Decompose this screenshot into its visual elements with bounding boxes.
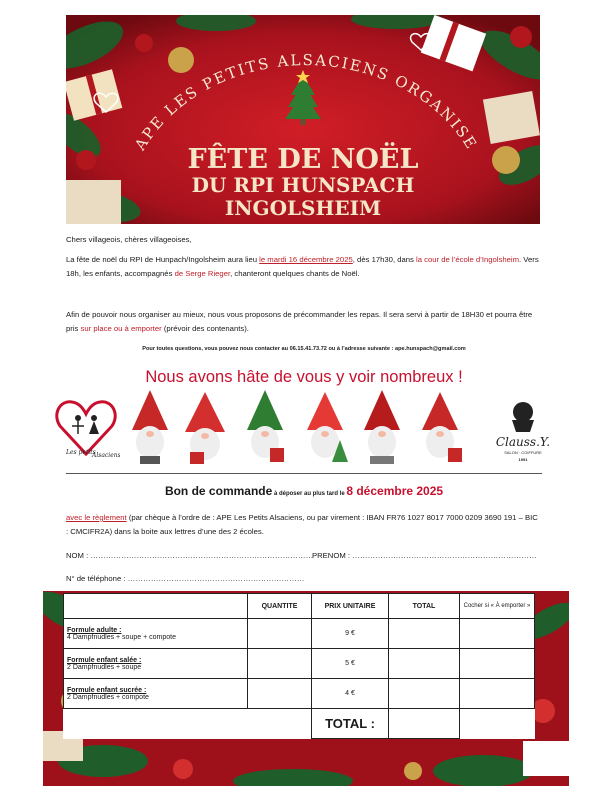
quantity-input[interactable] <box>248 649 312 679</box>
event-date: le mardi 16 décembre 2025 <box>259 255 353 264</box>
p1-text-c: . Vers 18h, les enfants, accompagnés <box>66 255 539 278</box>
p2-text-b: (prévoir des contenants). <box>161 324 249 333</box>
logo-right-year: 1991 <box>518 457 528 462</box>
greeting: Chers villageois, chères villageoises, <box>66 235 192 244</box>
table-row <box>64 649 535 679</box>
line-total[interactable] <box>389 649 460 679</box>
table-row <box>64 679 535 709</box>
p1-text-b: , dès 17h30, dans <box>352 255 417 264</box>
christmas-banner-illustration <box>66 15 540 224</box>
takeaway-checkbox[interactable] <box>460 619 535 649</box>
logo-right-sub: SALON · COIFFURE <box>504 450 542 455</box>
payment-text: (par chèque à l’ordre de : APE Les Petits Alsaciens, ou par virement : IBAN FR76 1027 8017 7000 0209 3690 191 – BIC : CMCIFR2A) dans la boite aux lettres d’une des 2 écoles. <box>66 513 538 536</box>
header-quantity: QUANTITE <box>248 594 312 619</box>
takeaway-checkbox[interactable] <box>460 649 535 679</box>
event-guest: de Serge Rieger <box>174 269 231 278</box>
header-banner <box>66 15 540 224</box>
header-total: TOTAL <box>389 594 460 619</box>
line-total[interactable] <box>389 679 460 709</box>
formula-detail: 2 Dampfnudles + soupe <box>67 663 142 671</box>
les-petits-alsaciens-logo <box>52 394 120 464</box>
header-unit-price: PRIX UNITAIRE <box>312 594 389 619</box>
total-label: TOTAL : <box>312 709 389 739</box>
banner-title-line1: FÊTE DE NOËL <box>187 144 419 175</box>
table-header-row <box>64 594 535 619</box>
header-formula <box>64 594 248 619</box>
formula-detail: 2 Dampfnudles + compote <box>67 693 149 701</box>
p1-text-a: La fête de noël du RPI de Hunpach/Ingolsheim aura lieu <box>66 255 260 264</box>
p2-text-a: Afin de pouvoir nous organiser au mieux, nous vous proposons de précommander les repas. Il sera servi à partir de 18H30 et pourra être pris <box>66 310 533 333</box>
unit-price: 9 € <box>312 619 389 649</box>
header-takeaway: Cocher si « À emporter » <box>460 594 535 619</box>
formula-title: Formule adulte : <box>67 626 122 634</box>
grand-total[interactable] <box>389 709 460 739</box>
line-total[interactable] <box>389 619 460 649</box>
order-table <box>63 593 535 739</box>
banner-title-line2: DU RPI HUNSPACH <box>191 173 415 197</box>
logo-right-name: Clauss.Y. <box>495 435 551 449</box>
order-deposit: à déposer au plus tard le <box>272 491 347 497</box>
unit-price: 4 € <box>312 679 389 709</box>
order-deadline: 8 décembre 2025 <box>346 484 444 498</box>
meal-mode: sur place ou à emporter <box>80 324 162 333</box>
unit-price: 5 € <box>312 649 389 679</box>
logo-left-caption-1: Les petits <box>66 449 96 456</box>
divider <box>66 473 542 474</box>
payment-info <box>66 511 542 539</box>
table-row <box>64 619 535 649</box>
order-title-text: Bon de commande <box>164 484 273 498</box>
formula-title: Formule enfant salée : <box>67 656 142 664</box>
formula-detail: 4 Dampfnudles + soupe + compote <box>67 633 176 641</box>
takeaway-checkbox[interactable] <box>460 679 535 709</box>
paragraph-event <box>66 253 542 281</box>
clauss-y-logo <box>488 398 558 464</box>
quantity-input[interactable] <box>248 619 312 649</box>
name-field[interactable]: NOM : …………………………………………………………………………… <box>66 551 314 560</box>
formula-cell <box>64 619 248 649</box>
banner-arc-text: APE LES PETITS ALSACIENS ORGANISE <box>131 50 481 154</box>
event-place: la cour de l’école d’Ingolsheim <box>416 255 520 264</box>
phone-field[interactable]: N° de téléphone : …………………………………………………………… <box>66 574 305 583</box>
total-row <box>64 709 535 739</box>
slogan: Nous avons hâte de vous y voir nombreux ! <box>145 368 463 386</box>
contact-line: Pour toutes questions, vous pouvez nous contacter au 06.15.41.73.72 ou à l’adresse suivante : ape.hunspach@gmail.com <box>142 346 466 352</box>
order-title <box>66 484 542 498</box>
payment-note: avec le règlement <box>66 513 127 522</box>
gnomes-illustration <box>120 390 475 470</box>
quantity-input[interactable] <box>248 679 312 709</box>
p1-text-d: , chanteront quelques chants de Noël. <box>230 269 360 278</box>
banner-title-line3: INGOLSHEIM <box>224 196 382 220</box>
formula-cell <box>64 649 248 679</box>
formula-cell <box>64 679 248 709</box>
paragraph-meal <box>66 308 542 336</box>
firstname-field[interactable]: PRENOM : ……………………………………………………………… <box>312 551 537 560</box>
formula-title: Formule enfant sucrée : <box>67 686 147 694</box>
logo-left-caption-2: Alsaciens <box>92 452 120 459</box>
